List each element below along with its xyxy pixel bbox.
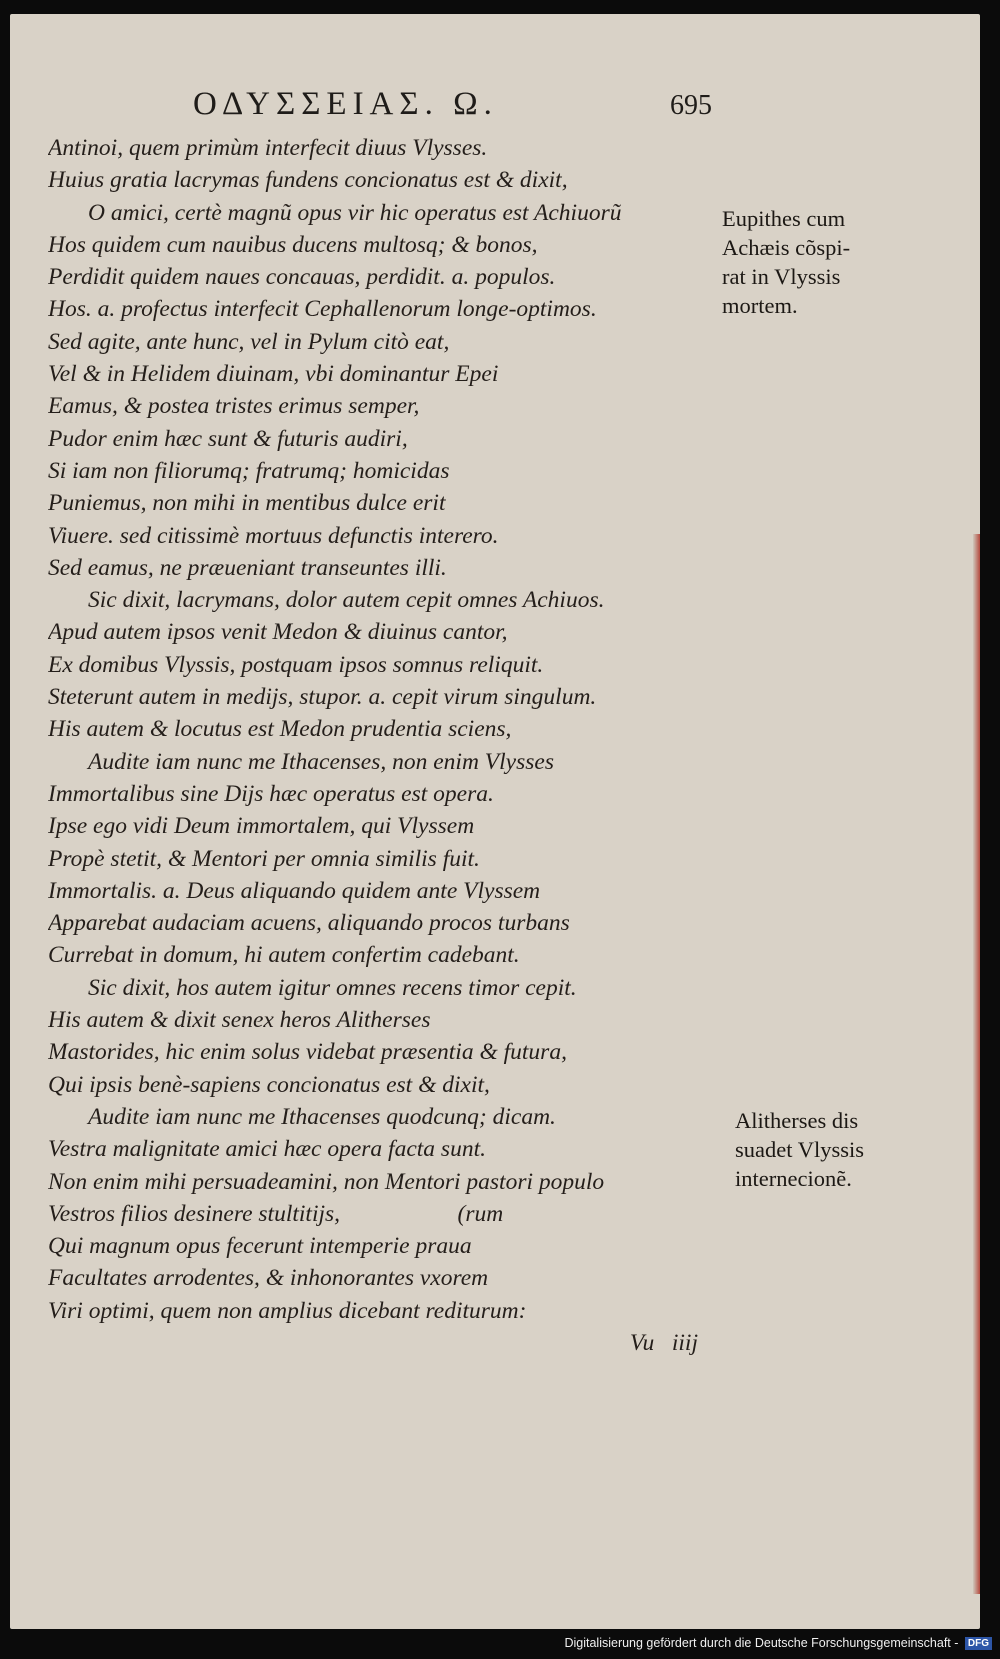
running-head — [10, 86, 980, 126]
verse-line: Eamus, & postea tristes erimus semper, — [48, 393, 420, 420]
verse-line: Sic dixit, lacrymans, dolor autem cepit omnes Achiuos. — [88, 587, 605, 614]
verse-text — [48, 132, 758, 1359]
verse-line: His autem & locutus est Medon prudentia sciens, — [48, 716, 512, 743]
side-note-line: Alitherses dis — [735, 1108, 859, 1133]
verse-line: Vestra malignitate amici hæc opera facta sunt. — [48, 1136, 486, 1163]
verse-line: Sed eamus, ne præueniant transeuntes illi. — [48, 554, 447, 581]
running-head-title: ΟΔΥΣΣΕΙΑΣ. Ω. — [193, 86, 498, 122]
book-page — [10, 14, 980, 1629]
verse-line: Facultates arrodentes, & inhonorantes vxorem — [48, 1265, 489, 1292]
verse-line: Vestros filios desinere stultitijs, (rum — [48, 1200, 504, 1227]
verse-line: Huius gratia lacrymas fundens concionatus est & dixit, — [48, 167, 568, 194]
verse-line: O amici, certè magnũ opus vir hic operatus est Achiuorũ — [88, 199, 622, 226]
side-note-line: Achæis cõspi- — [722, 235, 851, 260]
verse-line: Steterunt autem in medijs, stupor. a. cepit virum singulum. — [48, 684, 597, 711]
digitization-credit — [564, 1636, 992, 1650]
verse-line: Perdidit quidem naues concauas, perdidit. a. populos. — [48, 264, 556, 291]
verse-line: Viri optimi, quem non amplius dicebant rediturum: — [48, 1297, 527, 1324]
side-note-line: suadet Vlyssis — [735, 1137, 864, 1162]
verse-line: Sed agite, ante hunc, vel in Pylum citò eat, — [48, 328, 450, 355]
verse-line: Currebat in domum, hi autem confertim cadebant. — [48, 942, 520, 969]
side-note-line: internecionẽ. — [735, 1166, 852, 1191]
verse-line: Pudor enim hæc sunt & futuris audiri, — [48, 425, 408, 452]
verse-line: Si iam non filiorumq; fratrumq; homicidas — [48, 457, 450, 484]
verse-line: Immortalis. a. Deus aliquando quidem ante Vlyssem — [48, 877, 541, 904]
verse-line: Propè stetit, & Mentori per omnia similis fuit. — [48, 845, 480, 872]
verse-line: Qui magnum opus fecerunt intemperie praua — [48, 1233, 472, 1260]
verse-line: Audite iam nunc me Ithacenses, non enim Vlysses — [88, 748, 554, 775]
verse-line: Non enim mihi persuadeamini, non Mentori pastori populo — [48, 1168, 605, 1195]
verse-line: Antinoi, quem primùm interfecit diuus Vlysses. — [48, 135, 488, 161]
page-number: 695 — [670, 90, 712, 121]
verse-line: Ex domibus Vlyssis, postquam ipsos somnus reliquit. — [48, 651, 544, 678]
verse-line: Hos. a. profectus interfecit Cephallenorum longe-optimos. — [48, 296, 597, 323]
verse-line: Sic dixit, hos autem igitur omnes recens timor cepit. — [88, 974, 577, 1001]
verse-line: Mastorides, hic enim solus videbat præsentia & futura, — [48, 1039, 567, 1066]
verse-line: Viuere. sed citissimè mortuus defunctis interero. — [48, 522, 499, 549]
verse-line: Immortalibus sine Dijs hæc operatus est opera. — [48, 780, 494, 807]
verse-line: Apud autem ipsos venit Medon & diuinus cantor, — [48, 619, 508, 646]
page-edge — [973, 534, 980, 1594]
verse-line: Hos quidem cum nauibus ducens multosq; & bonos, — [48, 231, 538, 258]
verse-line: His autem & dixit senex heros Alitherses — [48, 1007, 431, 1034]
side-note-line: mortem. — [722, 293, 798, 318]
credit-text: Digitalisierung gefördert durch die Deutsche Forschungsgemeinschaft - — [564, 1636, 959, 1650]
side-note-eupithes — [722, 204, 962, 320]
verse-line: Ipse ego vidi Deum immortalem, qui Vlyssem — [48, 813, 475, 840]
dfg-logo: DFG — [965, 1637, 992, 1650]
side-note-alitherses — [735, 1106, 975, 1193]
verse-line: Apparebat audaciam acuens, aliquando procos turbans — [48, 910, 570, 937]
side-note-line: rat in Vlyssis — [722, 264, 841, 289]
side-note-line: Eupithes cum — [722, 206, 846, 231]
signature-mark: Vu iiij — [629, 1329, 698, 1356]
verse-line: Qui ipsis benè-sapiens concionatus est & dixit, — [48, 1071, 490, 1098]
verse-line: Audite iam nunc me Ithacenses quodcunq; dicam. — [88, 1103, 556, 1130]
verse-line: Puniemus, non mihi in mentibus dulce erit — [48, 490, 446, 517]
verse-line: Vel & in Helidem diuinam, vbi dominantur Epei — [48, 361, 499, 388]
